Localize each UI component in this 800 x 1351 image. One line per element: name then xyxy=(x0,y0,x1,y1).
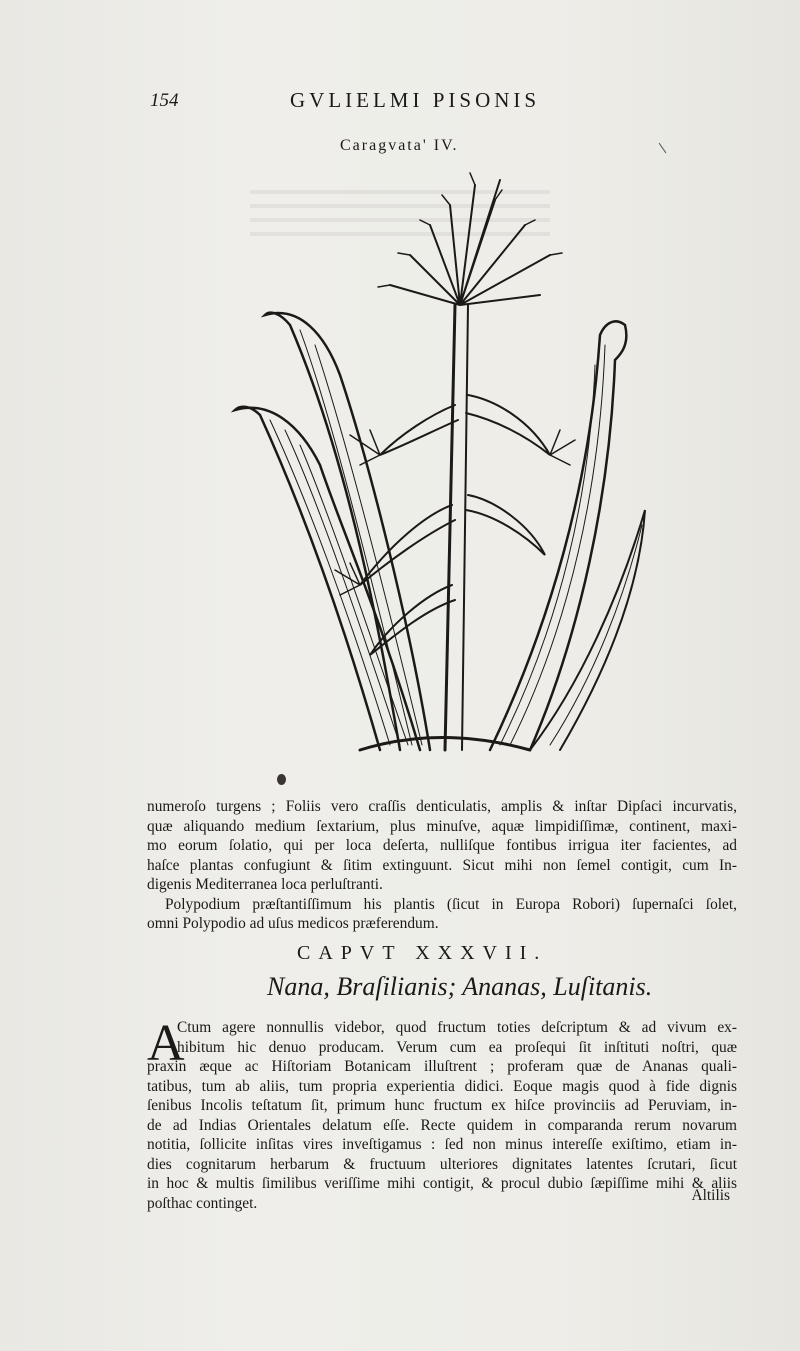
paragraph-leaves-description xyxy=(147,797,737,934)
catchword: Altilis xyxy=(691,1187,730,1204)
running-title: GVLIELMI PISONIS xyxy=(290,88,541,112)
page-number: 154 xyxy=(150,90,179,111)
text-line: quæ aliquando medium ſextarium, plus minuſve, aquæ limpidiſſimæ, continent, maxi- xyxy=(147,817,737,835)
text-line: haſce plantas confugiunt & ſitim extinguunt. Sicut mihi non ſemel contigit, cum In- xyxy=(147,856,737,874)
text-line: poſthac continget. xyxy=(147,1194,258,1212)
chapter-body-text xyxy=(147,1015,737,1213)
ink-mark xyxy=(659,143,667,153)
text-line: tatibus, tum ab aliis, tum propria experientia didici. Eoque magis quod à fide dignis xyxy=(147,1077,737,1095)
chapter-heading: CAPVT XXXVII. xyxy=(297,942,548,964)
text-line: praxin æque ac Hiſtoriam Botanicam illuſtrent ; proferam quæ de Ananas quali- xyxy=(147,1058,737,1075)
plate-title: Caragvata' IV. xyxy=(340,137,459,154)
chapter-title: Nana, Braſilianis; Ananas, Luſitanis. xyxy=(267,972,653,1001)
text-line: in hoc & multis ſimilibus veriſſime mihi contigit, & procul dubio ſæpiſſime mihi & aliis xyxy=(147,1175,737,1192)
drop-cap: A xyxy=(147,1015,185,1072)
running-head xyxy=(150,88,630,114)
text-line: numeroſo turgens ; Foliis vero craſſis denticulatis, amplis & inſtar Dipſaci incurvatis, xyxy=(147,798,737,815)
ink-blot xyxy=(277,774,286,785)
text-line: hibitum hic denuo producam. Verum cum ea proſequi ſit inſtituti noſtri, quæ xyxy=(177,1038,737,1056)
text-line: Ctum agere nonnullis videbor, quod fructum toties deſcriptum & ad vivum ex- xyxy=(177,1019,737,1036)
text-line: mo eorum ſolatio, qui per loca deſerta, nulliſque fontibus irrigua iter facientes, ad xyxy=(147,837,737,854)
text-line: ſenibus Incolis teſtatum ſit, primum hunc fructum ex hiſce provinciis ad Peruviam, in- xyxy=(147,1097,737,1114)
caraguata-woodcut-illustration xyxy=(230,165,670,755)
plant-illustration xyxy=(230,165,670,755)
text-line: digenis Mediterranea loca perluſtranti. xyxy=(147,876,383,893)
text-line: Polypodium præſtantiſſimum his plantis (ſicut in Europa Robori) ſupernaſci ſolet, xyxy=(165,895,737,913)
text-line: omni Polypodio ad uſus medicos præferendum. xyxy=(147,915,439,932)
text-line: dies cognitarum herbarum & fructuum ulteriores dignitates latentes ſcrutari, ſicut xyxy=(147,1155,737,1173)
text-line: notitia, ſollicite inſitas vires inveſtigamus : ſed non minus intereſſe exiſtimo, etiam in- xyxy=(147,1136,737,1153)
text-line: de ad Indias Orientales delatum eſſe. Recte quidem in comparanda rerum novarum xyxy=(147,1116,737,1134)
